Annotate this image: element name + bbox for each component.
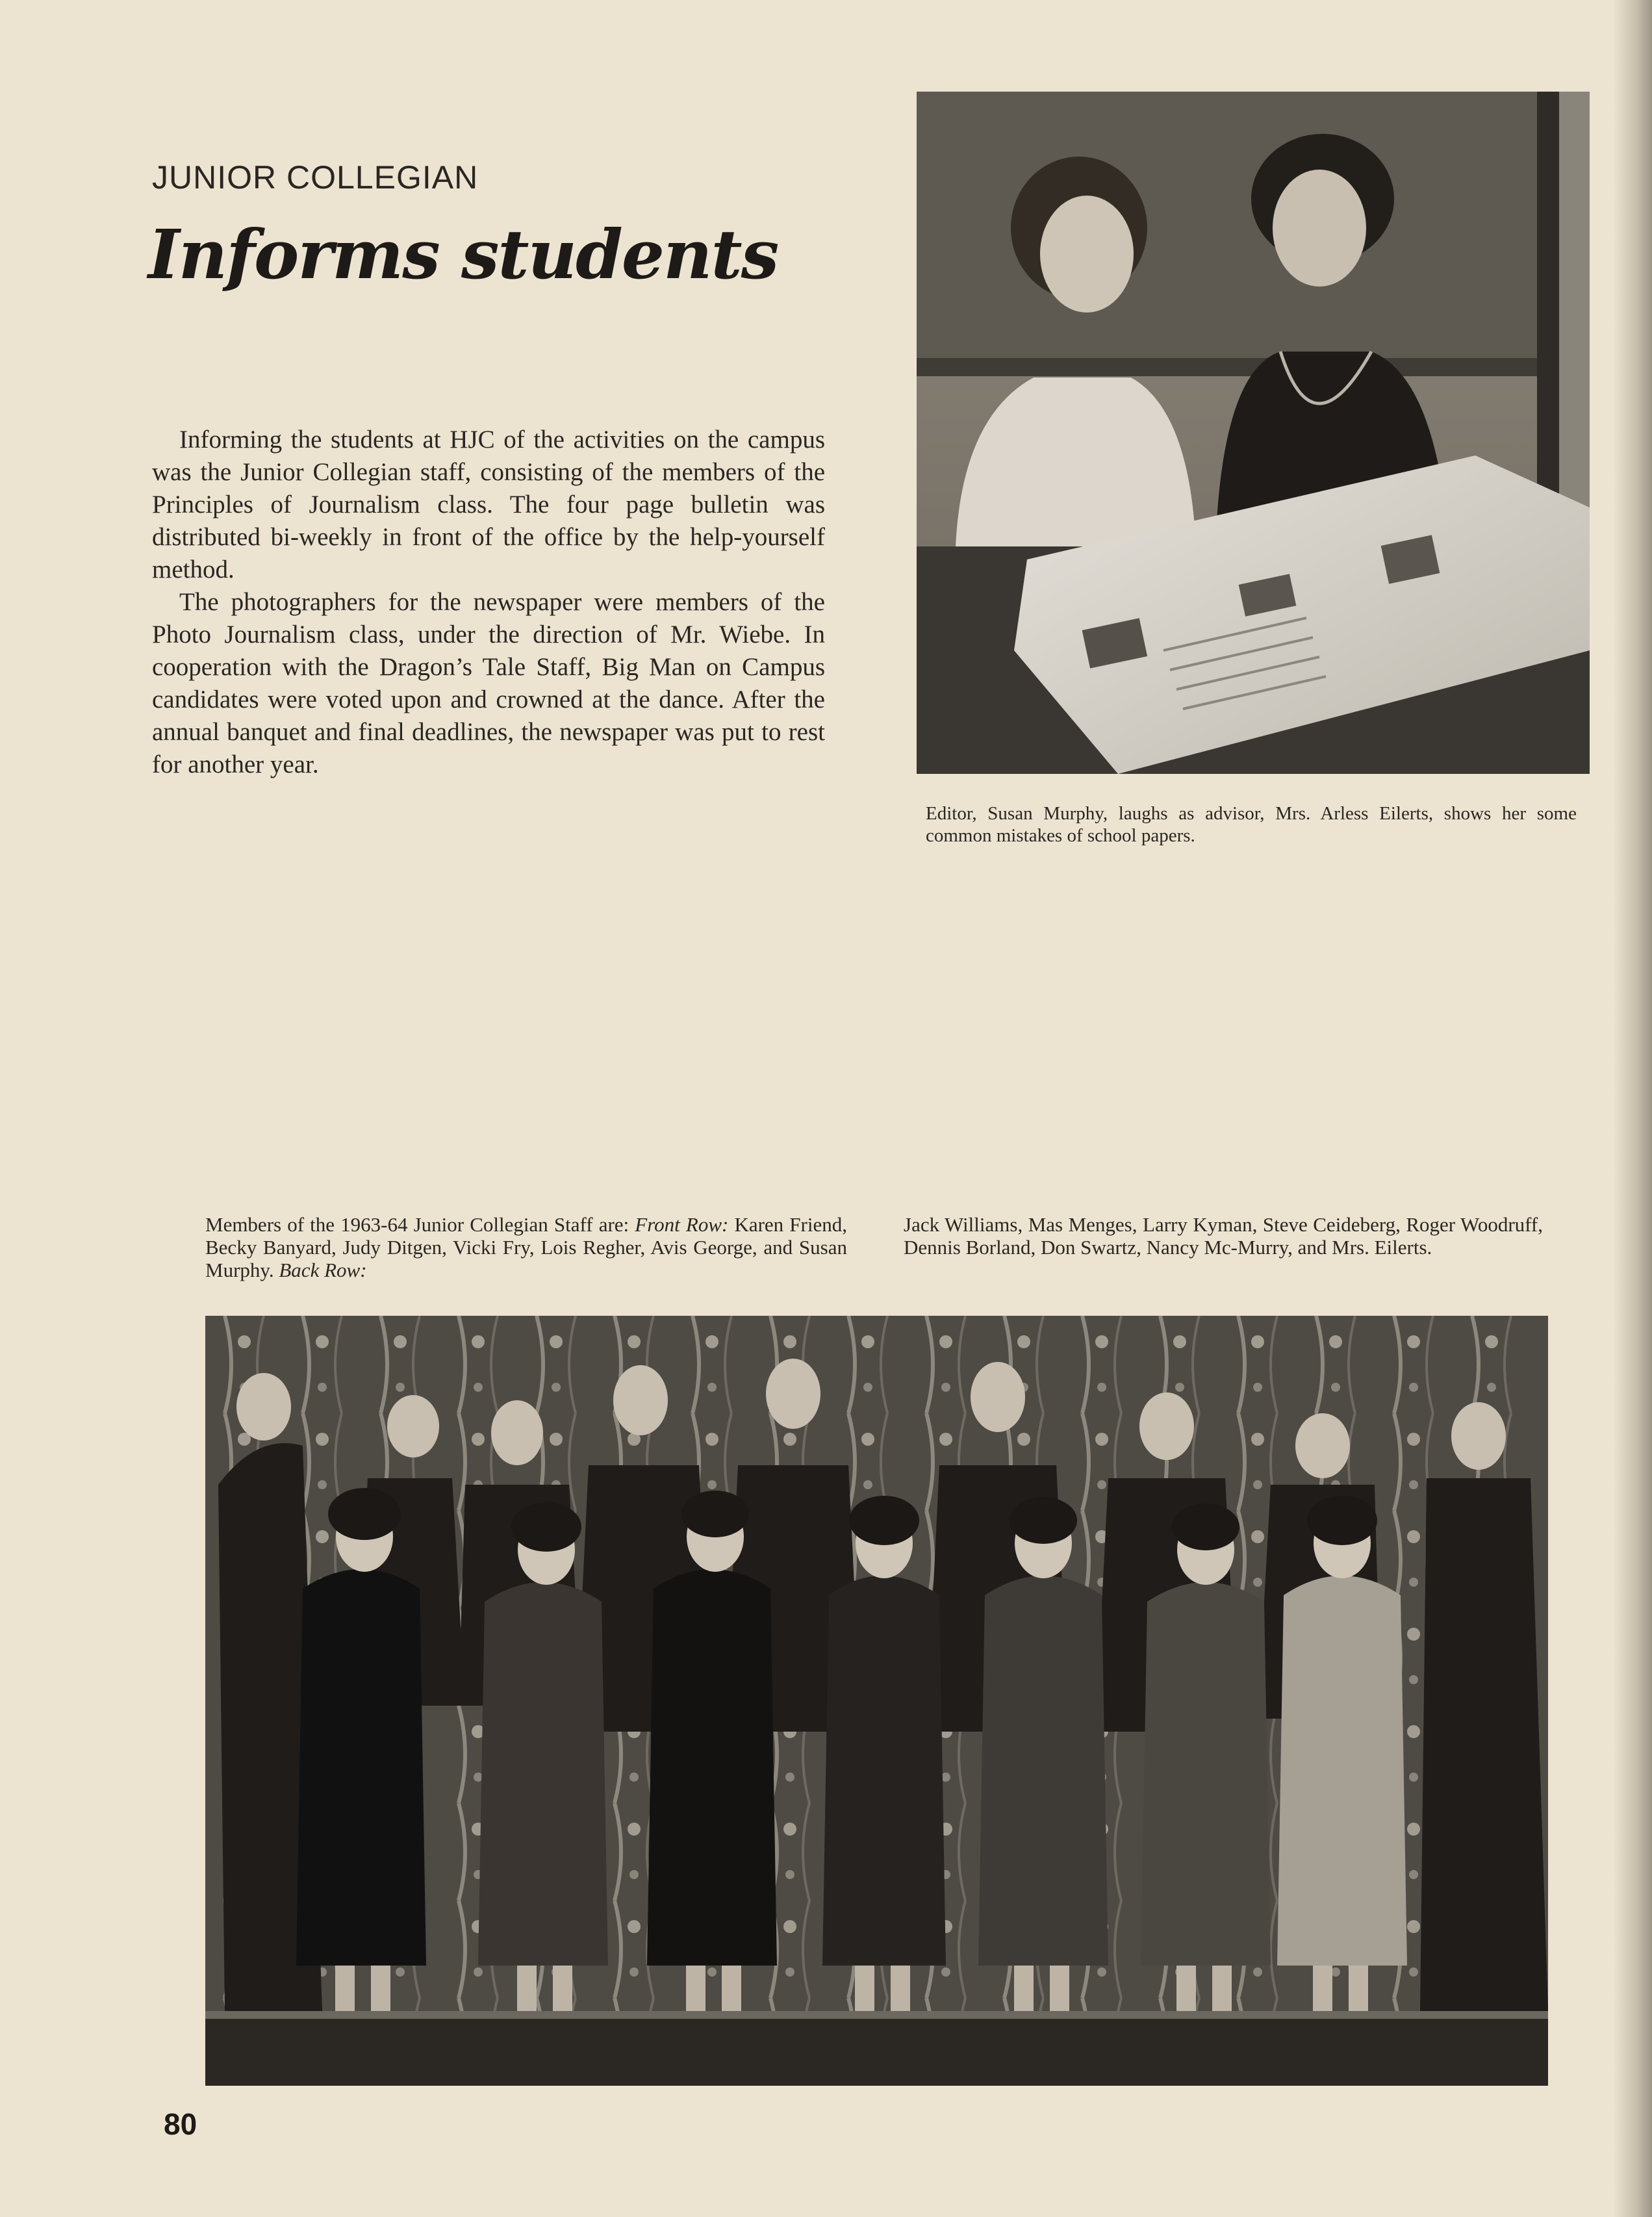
article-paragraph-2: The photographers for the newspaper were members of the Photo Journalism class, under the direction of Mr. Wiebe. In cooperation with the Dragon’s Tale Staff, Big Man on Campus candidates were voted upon and crowned at the dance. After the annual banquet and final deadlines, the newspaper was put to rest for another year. [152,588,825,778]
group-caption-left [205,1213,847,1281]
binding-shadow [1613,0,1652,2217]
editor-photo-caption: Editor, Susan Murphy, laughs as advisor, Mrs. Arless Eilerts, shows her some common mistakes of school papers. [926,803,1577,846]
group-caption-intro: Members of the 1963-64 Junior Collegian Staff are: [205,1213,635,1236]
front-row-names: Karen Friend, Becky Banyard, Judy Ditgen, Vicki Fry, Lois Regher, Avis George, and Susan Murphy. [205,1213,847,1281]
group-caption-right: Jack Williams, Mas Menges, Larry Kyman, Steve Ceideberg, Roger Woodruff, Dennis Borland, Don Swartz, Nancy Mc-Murry, and Mrs. Eilerts. [904,1213,1543,1259]
back-row-label: Back Row: [279,1259,367,1281]
article-paragraph-1: Informing the students at HJC of the activities on the campus was the Junior Collegian staff, consisting of the members of the Principles of Journalism class. The four page bulletin was distributed bi-weekly in front of the office by the help-yourself method. [152,426,825,583]
section-label: JUNIOR COLLEGIAN [152,159,479,196]
staff-group-photo [205,1316,1548,2086]
front-row-label: Front Row: [635,1213,729,1236]
article-body [152,424,825,781]
editor-advisor-photo [917,92,1590,774]
headline: Informs students [148,214,778,294]
page-number: 80 [164,2107,197,2141]
